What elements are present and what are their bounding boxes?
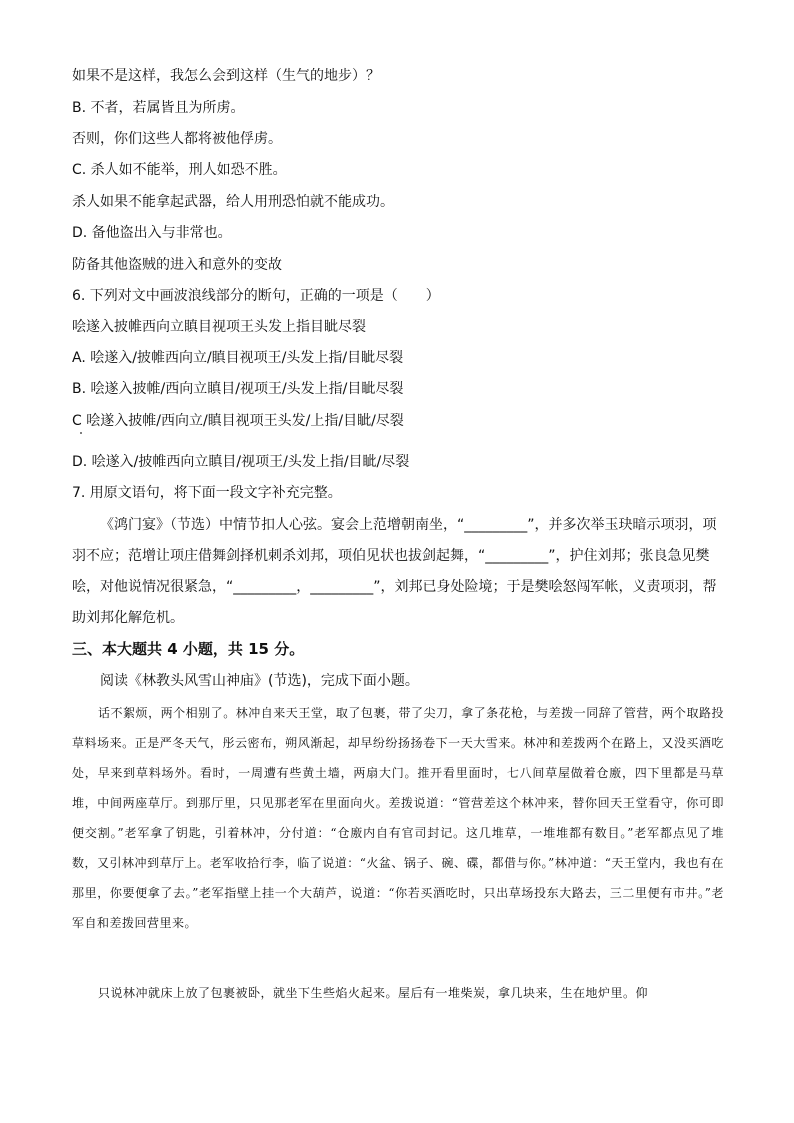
answer-line: 防备其他盗贼的进入和意外的变故	[72, 257, 282, 273]
answer-line: 如果不是这样，我怎么会到这样（生气的地步）？	[72, 68, 380, 84]
option-c: C 哙遂入披帷/西向立/瞋目视项王头发/上指/目眦/尽裂	[72, 413, 404, 429]
option-d: D. 哙遂入/披帷西向立瞋目/视项王/头发上指/目眦/尽裂	[72, 454, 410, 470]
fill-in-paragraph: 《鸿门宴》（节选）中情节扣人心弦。宴会上范增朝南坐，“_________”，并多次举玉玦暗示项羽，项羽不应；范增让项庄借舞剑择机刺杀刘邦，项伯见状也拔剑起舞，“_________”，护住刘邦；张良急见樊哙，对他说情况很紧急，“_________，_________”，刘邦已身处险境；于是樊哙怒闯军帐，义责项羽，帮助刘邦化解危机。	[72, 517, 717, 626]
section-heading: 三、本大题共 4 小题，共 15 分。	[72, 640, 305, 658]
option-b: B. 哙遂入披帷/西向立瞋目/视项王/头发上指/目眦尽裂	[72, 381, 404, 397]
passage-paragraph-2: 只说林冲就床上放了包裹被卧，就坐下生些焰火起来。屋后有一堆柴炭，拿几块来，生在地炉里。仰	[98, 986, 649, 1000]
question-6: 6. 下列对文中画波浪线部分的断句，正确的一项是（ ）	[72, 288, 440, 304]
option-d-line: D. 备他盗出入与非常也。	[72, 225, 232, 241]
option-a: A. 哙遂入/披帷西向立/瞋目视项王/头发上指/目眦尽裂	[72, 350, 404, 366]
answer-line: 杀人如果不能拿起武器，给人用刑恐怕就不能成功。	[72, 194, 394, 210]
question-7: 7. 用原文语句，将下面一段文字补充完整。	[72, 485, 342, 501]
question-6-sentence: 哙遂入披帷西向立瞋目视项王头发上指目眦尽裂	[72, 319, 366, 335]
option-c-line: C. 杀人如不能举，刑人如恐不胜。	[72, 162, 287, 178]
answer-line: 否则，你们这些人都将被他俘虏。	[72, 131, 282, 147]
passage-paragraph-1: 话不絮烦，两个相别了。林冲自来天王堂，取了包裹，带了尖刀，拿了条花枪，与差拨一同辞了管营，两个取路投草料场来。正是严冬天气，彤云密布，朔风渐起，却早纷纷扬扬卷下一天大雪来。林冲和差拨两个在路上，又没买酒吃处，早来到草料场外。看时，一周遭有些黄土墙，两扇大门。推开看里面时，七八间草屋做着仓廒，四下里都是马草堆，中间两座草厅。到那厅里，只见那老军在里面向火。差拨说道：“管营差这个林冲来，替你回天王堂看守，你可即便交割。”老军拿了钥匙，引着林冲，分付道：“仓廒内自有官司封记。这几堆草，一堆堆都有数目。”老军都点见了堆数，又引林冲到草厅上。老军收拾行李，临了说道：“火盆、锅子、碗、碟，都借与你。”林冲道：“天王堂内，我也有在那里，你要便拿了去。”老军指壁上挂一个大葫芦，说道：“你若买酒吃时，只出草场投东大路去，三二里便有市井。”老军自和差拨回营里来。	[72, 706, 724, 930]
option-b-line: B. 不者，若属皆且为所虏。	[72, 100, 245, 116]
reading-intro: 阅读《林教头风雪山神庙》(节选)，完成下面小题。	[100, 673, 419, 689]
stray-dot	[80, 432, 82, 434]
